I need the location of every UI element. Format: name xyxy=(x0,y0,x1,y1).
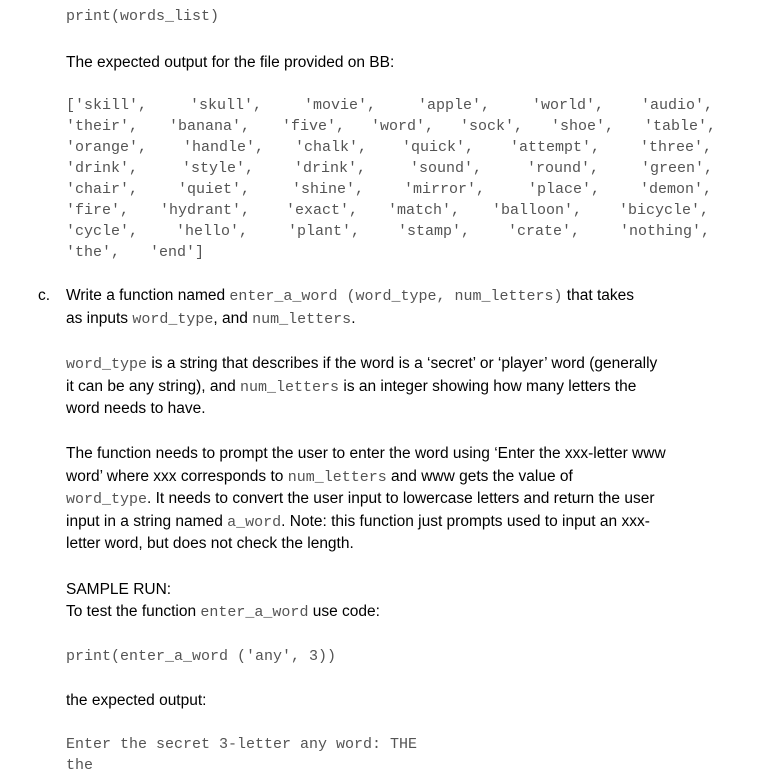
text-run: as inputs xyxy=(66,309,133,327)
list-word: 'attempt', xyxy=(510,139,601,156)
inline-code: word_type xyxy=(66,491,148,508)
list-word: 'demon', xyxy=(640,181,713,198)
list-word: 'exact', xyxy=(286,202,359,219)
list-row xyxy=(66,181,731,201)
text-run: that takes xyxy=(562,287,634,304)
list-word: 'chair', xyxy=(66,181,139,198)
section-c-marker: c. xyxy=(38,287,51,304)
list-word: 'chalk', xyxy=(295,139,368,156)
list-word: 'stamp', xyxy=(398,223,471,240)
list-row xyxy=(66,139,731,159)
list-word: 'apple', xyxy=(418,97,491,114)
list-word: ['skill', xyxy=(66,97,148,114)
inline-code: word_type xyxy=(66,356,148,373)
list-word: 'hello', xyxy=(176,223,249,240)
text-run: it can be any string), and xyxy=(66,377,241,395)
prompt-paragraph xyxy=(66,443,728,556)
sample-run-heading: SAMPLE RUN: xyxy=(66,581,172,598)
text-run: letter word, but does not check the length. xyxy=(66,535,354,552)
expected-output-label: the expected output: xyxy=(66,692,207,709)
list-row xyxy=(66,118,731,138)
list-word: 'world', xyxy=(532,97,605,114)
list-word: 'nothing', xyxy=(620,223,711,240)
inline-code: num_letters xyxy=(252,310,352,328)
top-code-line: print(words_list) xyxy=(66,8,220,25)
list-word: 'three', xyxy=(640,139,713,156)
list-word: 'bicycle', xyxy=(619,202,710,219)
list-word: 'word', xyxy=(371,118,435,135)
list-word: 'their', xyxy=(66,118,139,135)
text-run: Write a function named xyxy=(66,287,230,304)
list-word: 'sound', xyxy=(410,160,483,177)
section-c-description xyxy=(66,285,728,330)
list-word: 'balloon', xyxy=(492,202,583,219)
list-word: 'table', xyxy=(644,118,717,135)
list-word: 'drink', xyxy=(294,160,367,177)
sample-output-line: Enter the secret 3-letter any word: THE xyxy=(66,736,418,753)
text-run: The function needs to prompt the user to enter the word using ‘Enter the xxx-letter www xyxy=(66,445,666,462)
list-word: 'crate', xyxy=(508,223,581,240)
list-row xyxy=(66,97,731,117)
text-run: . It needs to convert the user input to lowercase letters and return the user xyxy=(147,490,655,507)
list-word: 'five', xyxy=(282,118,346,135)
text-run: is a string that describes if the word is a ‘secret’ or ‘player’ word (generally xyxy=(147,355,658,372)
list-word: 'sock', xyxy=(460,118,524,135)
expected-output-intro: The expected output for the file provided on BB: xyxy=(66,54,395,71)
list-word: 'drink', xyxy=(66,160,139,177)
list-word: 'quiet', xyxy=(178,181,251,198)
list-word: 'shoe', xyxy=(551,118,615,135)
list-row xyxy=(66,160,731,180)
parameters-paragraph xyxy=(66,353,728,421)
test-instruction xyxy=(66,603,380,621)
list-word: 'end'] xyxy=(150,244,205,261)
list-word: 'mirror', xyxy=(404,181,486,198)
list-word: 'round', xyxy=(527,160,600,177)
list-word: 'handle', xyxy=(183,139,265,156)
inline-code: num_letters xyxy=(240,378,340,396)
list-word: 'the', xyxy=(66,244,121,261)
inline-code: enter_a_word xyxy=(200,604,309,621)
text-run: and www gets the value of xyxy=(386,467,573,485)
list-word: 'orange', xyxy=(66,139,148,156)
list-word: 'quick', xyxy=(402,139,475,156)
text-run: , and xyxy=(213,309,253,327)
list-word: 'style', xyxy=(182,160,255,177)
inline-code: a_word xyxy=(227,513,282,531)
list-word: 'shine', xyxy=(292,181,365,198)
text-run: . xyxy=(351,309,356,327)
text-run: To test the function xyxy=(66,603,201,620)
sample-output-line: the xyxy=(66,757,94,774)
list-row xyxy=(66,244,731,264)
list-word: 'green', xyxy=(641,160,714,177)
list-word: 'cycle', xyxy=(66,223,139,240)
list-word: 'movie', xyxy=(304,97,377,114)
list-row xyxy=(66,223,731,243)
list-word: 'banana', xyxy=(169,118,251,135)
text-run: . Note: this function just prompts used to input an xxx- xyxy=(281,512,650,530)
list-word: 'hydrant', xyxy=(160,202,251,219)
text-run: word’ where xxx corresponds to xyxy=(66,467,288,485)
list-word: 'place', xyxy=(528,181,601,198)
function-signature-code: enter_a_word (word_type, num_letters) xyxy=(229,288,563,305)
text-run: word needs to have. xyxy=(66,400,206,417)
list-word: 'fire', xyxy=(66,202,130,219)
list-word: 'audio', xyxy=(641,97,714,114)
list-row xyxy=(66,202,731,222)
inline-code: num_letters xyxy=(287,468,387,486)
text-run: use code: xyxy=(308,603,380,620)
list-word: 'match', xyxy=(388,202,461,219)
list-word: 'plant', xyxy=(288,223,361,240)
text-run: is an integer showing how many letters the xyxy=(339,377,637,395)
inline-code: word_type xyxy=(132,310,214,328)
list-word: 'skull', xyxy=(190,97,263,114)
sample-code-line: print(enter_a_word ('any', 3)) xyxy=(66,648,337,665)
text-run: input in a string named xyxy=(66,512,228,530)
